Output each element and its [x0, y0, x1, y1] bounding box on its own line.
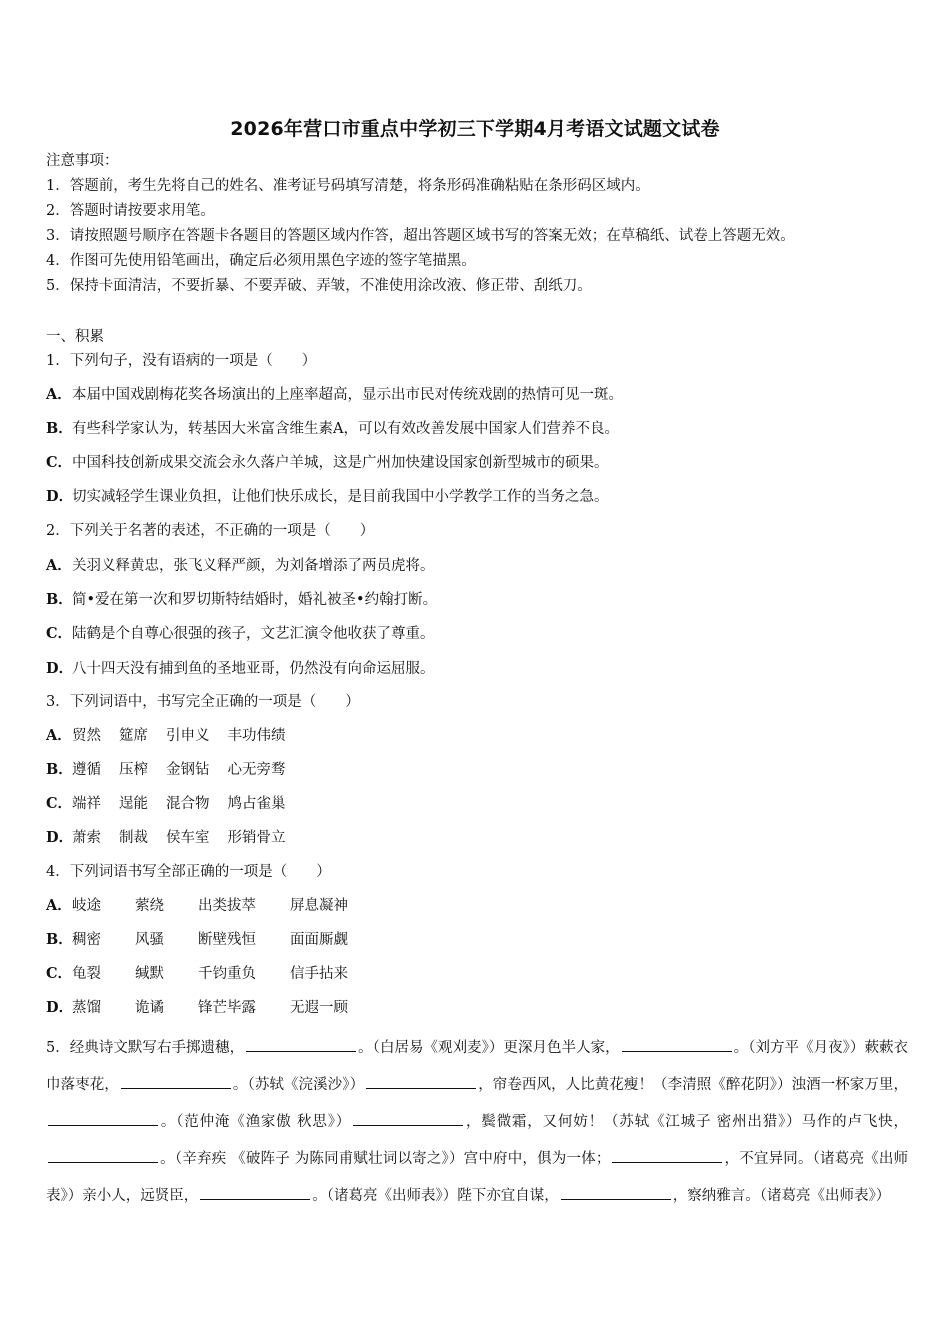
option-label: A． [46, 727, 72, 744]
option-label: D． [46, 660, 74, 677]
word: 信手拈来 [290, 966, 348, 982]
answer-blank[interactable] [366, 1076, 476, 1089]
option-text: 关羽义释黄忠，张飞义释严颜，为刘备增添了两员虎将。 [72, 558, 435, 574]
option-text: 切实减轻学生课业负担，让他们快乐成长，是目前我国中小学教学工作的当务之急。 [72, 489, 609, 505]
notice-item: 1．答题前，考生先将自己的姓名、准考证号码填写清楚，将条形码准确粘贴在条形码区域内。 [46, 178, 650, 194]
option-text: 本届中国戏剧梅花奖各场演出的上座率超高，显示出市民对传统戏剧的热情可见一斑。 [72, 387, 623, 403]
q5-text: 。（诸葛亮《出师表》）陛下亦宜自谋， [312, 1188, 559, 1204]
answer-blank[interactable] [246, 1039, 356, 1052]
option-label: D． [46, 488, 74, 505]
question-5-dictation [46, 1030, 908, 1215]
word: 无遐一顾 [290, 1000, 348, 1016]
word: 丰功伟绩 [227, 728, 286, 744]
answer-blank[interactable] [121, 1076, 231, 1089]
word: 诡谲 [135, 1000, 164, 1016]
option-b [46, 420, 619, 438]
word: 引申义 [166, 728, 210, 744]
answer-blank[interactable] [48, 1150, 158, 1163]
option-d [46, 829, 304, 847]
q5-text: ，帘卷西风，人比黄花瘦！（李清照《醉花阴》）浊酒一杯家万里， [478, 1077, 909, 1093]
answer-blank[interactable] [48, 1113, 158, 1126]
word: 侯车室 [166, 830, 210, 846]
q5-text: 5．经典诗文默写右手掷遗穗， [46, 1040, 245, 1056]
q5-text: ，察纳雅言。（诸葛亮《出师表》） [672, 1188, 891, 1204]
word: 岐途 [72, 898, 101, 914]
word: 逞能 [119, 796, 148, 812]
option-d [46, 488, 609, 506]
q5-text: 。（范仲淹《渔家傲 秋思》） [160, 1114, 352, 1130]
word: 形销骨立 [227, 830, 286, 846]
word: 屏息凝神 [290, 898, 348, 914]
notice-item: 3．请按照题号顺序在答题卡各题目的答题区域内作答，超出答题区域书写的答案无效；在草稿纸、试卷上答题无效。 [46, 228, 795, 244]
option-label: B． [46, 931, 73, 948]
option-label: B． [46, 420, 73, 437]
option-label: A． [46, 386, 72, 403]
word: 千钧重负 [198, 966, 256, 982]
option-d [46, 999, 382, 1017]
q5-text: 。（刘方平《月夜》）蔌蔌衣巾落枣花， [46, 1040, 909, 1093]
option-b [46, 591, 437, 609]
option-label: D． [46, 829, 74, 846]
question-stem: 2．下列关于名著的表述，不正确的一项是（ ） [46, 523, 375, 539]
word: 混合物 [166, 796, 210, 812]
question-stem: 1．下列句子，没有语病的一项是（ ） [46, 353, 317, 369]
option-label: A． [46, 557, 72, 574]
option-text: 有些科学家认为，转基因大米富含维生素A，可以有效改善发展中国家人们营养不良。 [72, 421, 619, 437]
q5-text: 。（辛弃疾 《破阵子 为陈同甫赋壮词以寄之》）宫中府中，俱为一体； [160, 1151, 611, 1167]
option-label: D． [46, 999, 74, 1016]
word: 锋芒毕露 [198, 1000, 256, 1016]
question-stem: 3．下列词语中，书写完全正确的一项是（ ） [46, 694, 360, 710]
option-text: 简•爱在第一次和罗切斯特结婚时，婚礼被圣•约翰打断。 [72, 592, 438, 608]
notice-item: 4．作图可先使用铅笔画出，确定后必须用黑色字迹的签字笔描黑。 [46, 253, 476, 269]
option-label: C． [46, 795, 73, 812]
option-b [46, 931, 382, 949]
answer-blank[interactable] [612, 1150, 722, 1163]
option-text: 陆鹤是个自尊心很强的孩子，文艺汇演令他收获了尊重。 [72, 626, 435, 642]
option-label: C． [46, 454, 73, 471]
word: 压榨 [119, 762, 148, 778]
option-label: A． [46, 897, 72, 914]
q5-text: 。（苏轼《浣溪沙》） [232, 1077, 365, 1093]
word: 端祥 [72, 796, 101, 812]
question-stem: 4．下列词语书写全部正确的一项是（ ） [46, 864, 331, 880]
word: 缄默 [135, 966, 164, 982]
option-text: 中国科技创新成果交流会永久落户羊城，这是广州加快建设国家创新型城市的硕果。 [72, 455, 609, 471]
word: 面面厮觑 [290, 932, 348, 948]
option-c [46, 965, 382, 983]
answer-blank[interactable] [622, 1039, 732, 1052]
option-text: 八十四天没有捕到鱼的圣地亚哥，仍然没有向命运屈服。 [72, 661, 435, 677]
page-title: 2026年营口市重点中学初三下学期4月考语文试题文试卷 [230, 118, 720, 140]
q5-text: ，鬓微霜，又何妨！（苏轼《江城子 密州出猎》）马作的卢飞快， [465, 1114, 909, 1130]
option-label: C． [46, 965, 73, 982]
word: 稠密 [72, 932, 101, 948]
word: 遵循 [72, 762, 101, 778]
word: 风骚 [135, 932, 164, 948]
section-heading: 一、积累 [46, 329, 104, 345]
option-label: B． [46, 761, 73, 778]
option-a [46, 557, 435, 575]
word: 金钢钻 [166, 762, 210, 778]
option-a [46, 727, 304, 745]
notice-heading: 注意事项： [46, 153, 119, 169]
option-c [46, 454, 609, 472]
notice-item: 5．保持卡面清洁，不要折暴、不要弄破、弄皱，不准使用涂改液、修正带、刮纸刀。 [46, 278, 592, 294]
word: 蒸馏 [72, 1000, 101, 1016]
word: 鸠占雀巢 [227, 796, 286, 812]
answer-blank[interactable] [353, 1113, 463, 1126]
answer-blank[interactable] [200, 1187, 310, 1200]
word: 断壁残恒 [198, 932, 256, 948]
option-label: B． [46, 591, 73, 608]
word: 龟裂 [72, 966, 101, 982]
word: 萦绕 [135, 898, 164, 914]
option-d [46, 660, 435, 678]
q5-text: ，不宜异同。（诸葛亮《出师表》）亲小人，远贤臣， [46, 1151, 909, 1204]
q5-text: 。（白居易《观刈麦》）更深月色半人家， [358, 1040, 620, 1056]
option-b [46, 761, 304, 779]
answer-blank[interactable] [561, 1187, 671, 1200]
notice-item: 2．答题时请按要求用笔。 [46, 203, 215, 219]
word: 贸然 [72, 728, 101, 744]
option-c [46, 795, 304, 813]
word: 筵席 [119, 728, 148, 744]
option-label: C． [46, 625, 73, 642]
option-a [46, 897, 382, 915]
word: 心无旁骛 [227, 762, 286, 778]
word: 出类拔萃 [198, 898, 256, 914]
word: 萧索 [72, 830, 101, 846]
word: 制裁 [119, 830, 148, 846]
option-a [46, 386, 623, 404]
option-c [46, 625, 435, 643]
